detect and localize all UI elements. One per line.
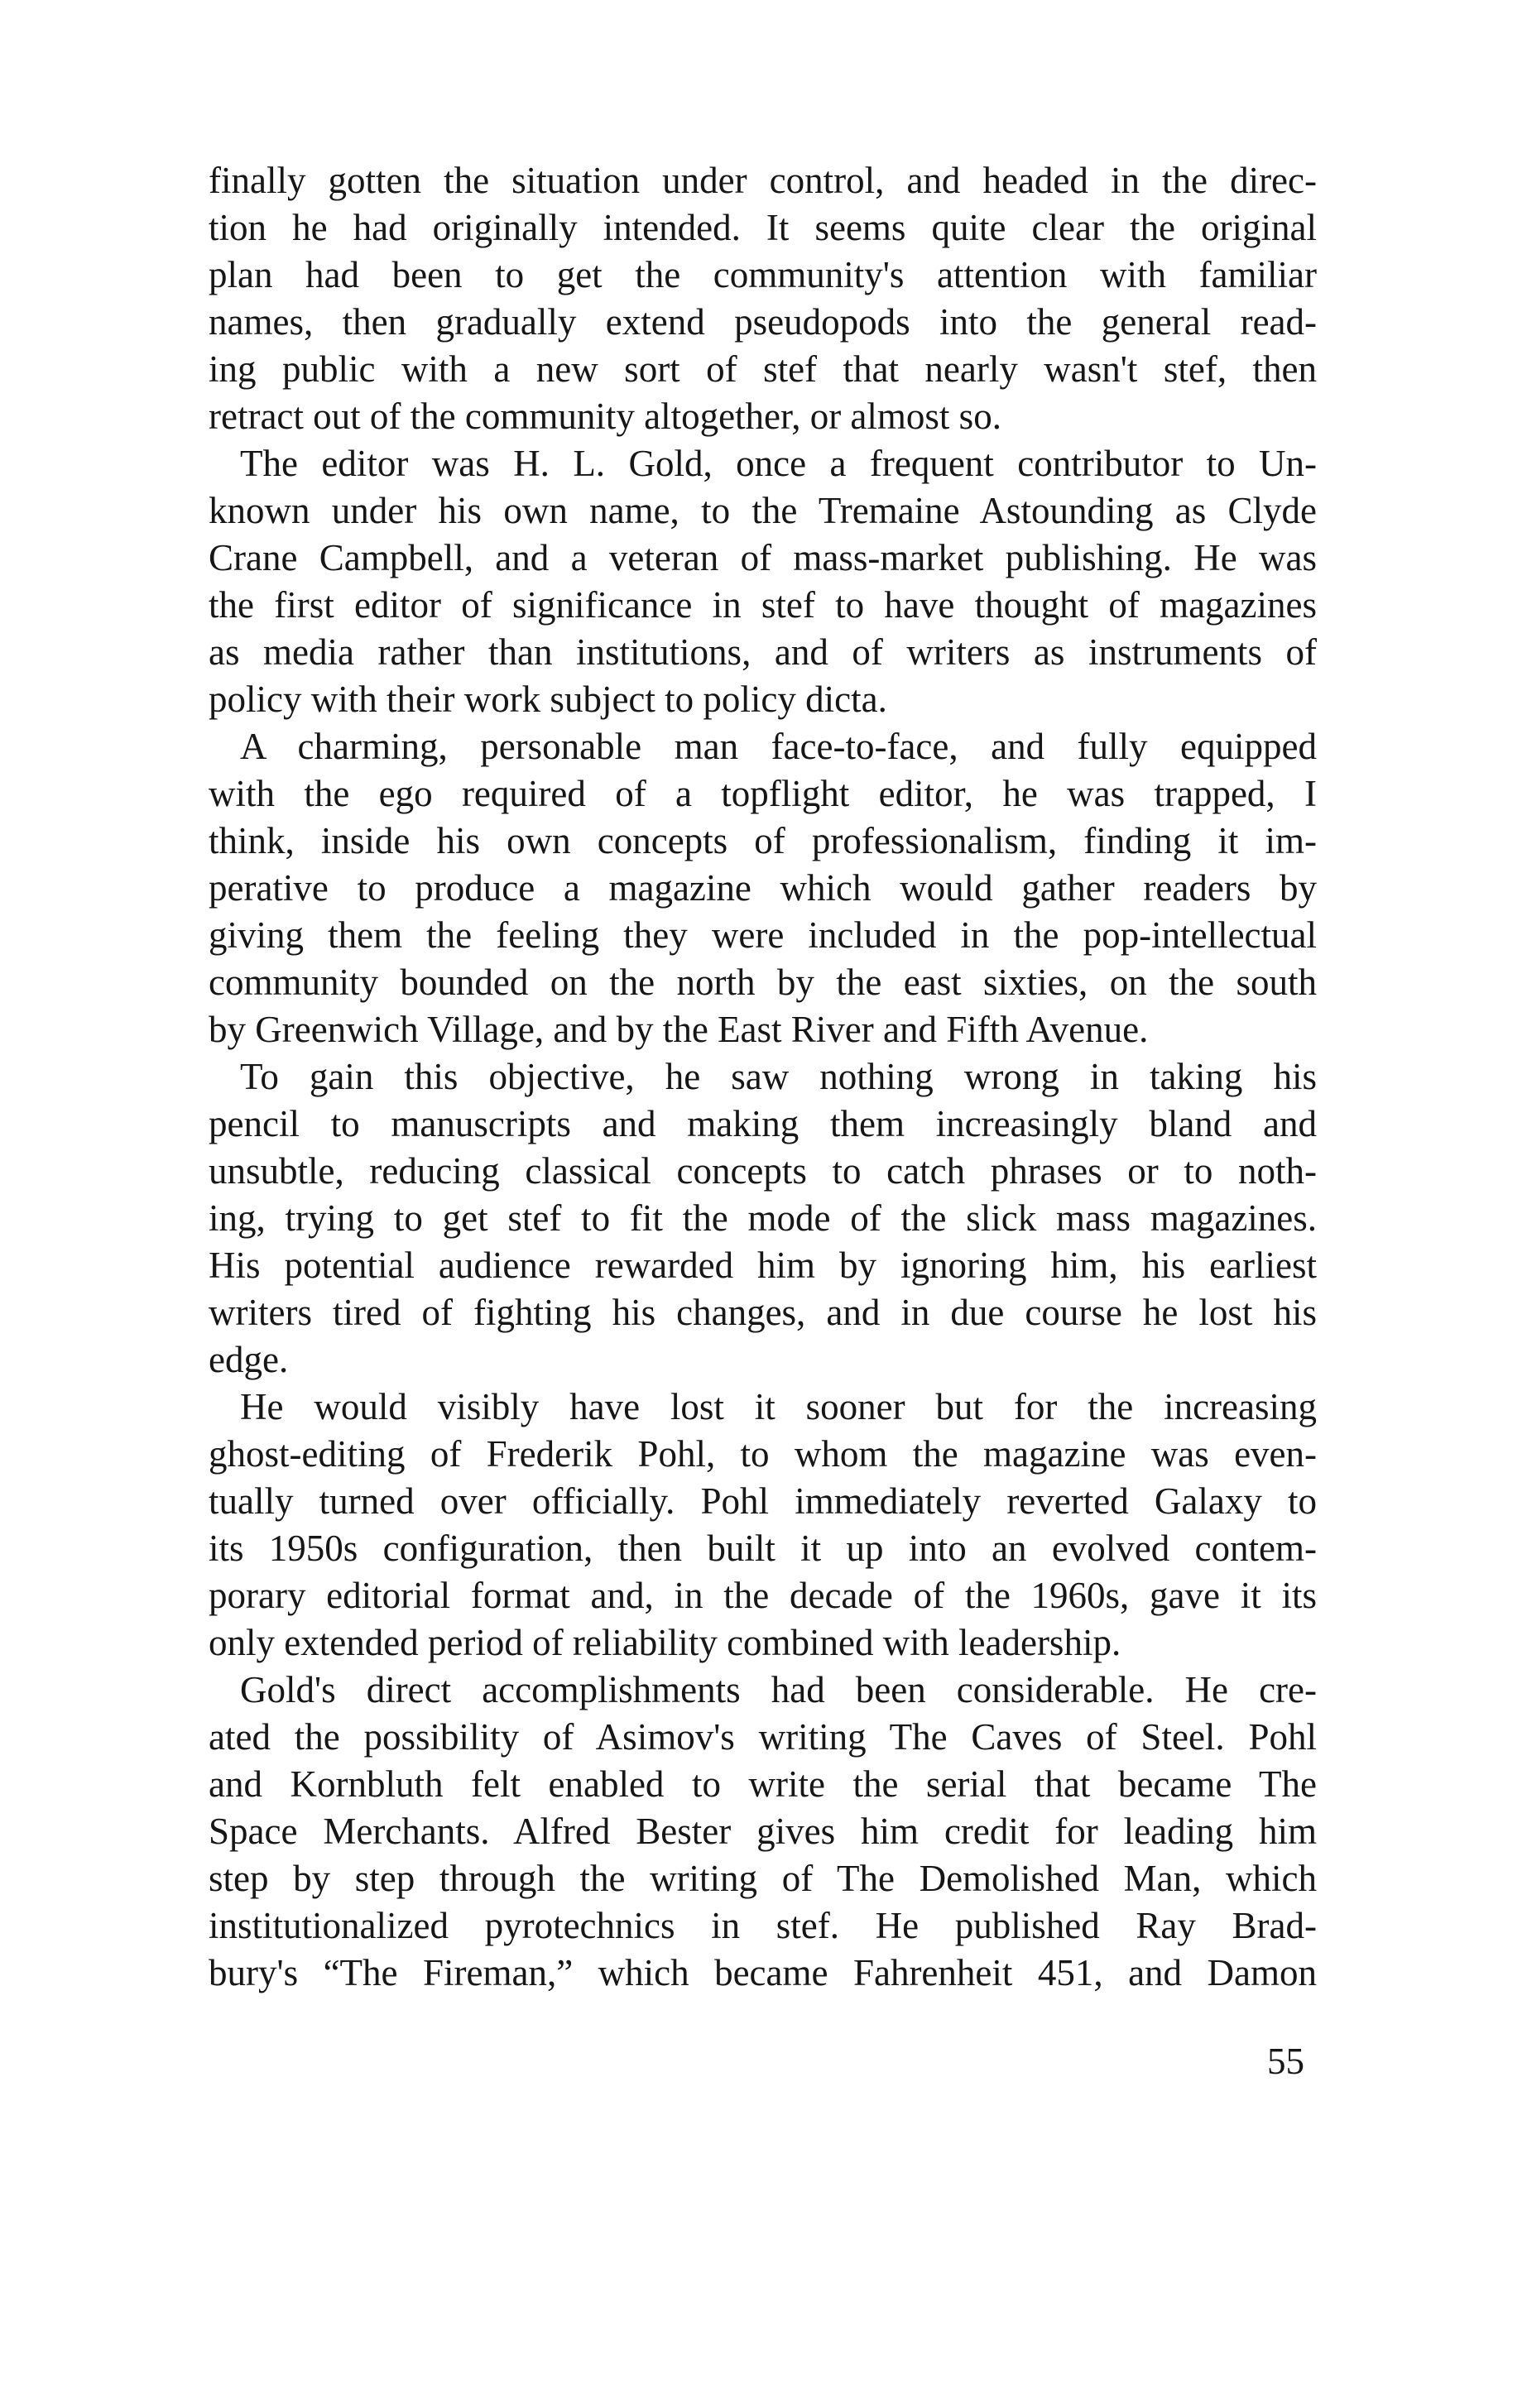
text-line: bury's “The Fireman,” which became Fahrenheit 451, and Damon xyxy=(209,1952,1317,1993)
text-line: known under his own name, to the Tremaine Astounding as Clyde xyxy=(209,490,1317,531)
text-line: perative to produce a magazine which would gather readers by xyxy=(209,867,1317,909)
text-line: step by step through the writing of The Demolished Man, which xyxy=(209,1858,1317,1899)
text-line: the first editor of significance in stef to have thought of magazines xyxy=(209,584,1317,626)
text-line: Gold's direct accomplishments had been considerable. He cre- xyxy=(240,1669,1317,1710)
text-line: A charming, personable man face-to-face, and fully equipped xyxy=(240,726,1317,767)
text-line: Crane Campbell, and a veteran of mass-market publishing. He was xyxy=(209,537,1317,578)
text-line: edge. xyxy=(209,1339,289,1380)
text-line: community bounded on the north by the east sixties, on the south xyxy=(209,962,1317,1003)
text-line: unsubtle, reducing classical concepts to catch phrases or to noth- xyxy=(209,1150,1317,1192)
text-line: tion he had originally intended. It seems quite clear the original xyxy=(209,207,1317,248)
text-block xyxy=(209,157,1317,1997)
text-line: names, then gradually extend pseudopods into the general read- xyxy=(209,301,1317,343)
text-line: ghost-editing of Frederik Pohl, to whom the magazine was even- xyxy=(209,1433,1317,1475)
text-line: ated the possibility of Asimov's writing The Caves of Steel. Pohl xyxy=(209,1716,1317,1758)
text-line: Space Merchants. Alfred Bester gives him credit for leading him xyxy=(209,1811,1317,1852)
text-line: institutionalized pyrotechnics in stef. He published Ray Brad- xyxy=(209,1905,1317,1946)
text-line: think, inside his own concepts of professionalism, finding it im- xyxy=(209,820,1317,861)
text-line: His potential audience rewarded him by ignoring him, his earliest xyxy=(209,1245,1317,1286)
text-line: with the ego required of a topflight editor, he was trapped, I xyxy=(209,773,1317,814)
text-line: He would visibly have lost it sooner but for the increasing xyxy=(240,1386,1317,1427)
text-line: porary editorial format and, in the decade of the 1960s, gave it its xyxy=(209,1575,1317,1616)
text-line: only extended period of reliability combined with leadership. xyxy=(209,1622,1121,1663)
text-line: retract out of the community altogether, or almost so. xyxy=(209,396,1001,437)
text-line: pencil to manuscripts and making them increasingly bland and xyxy=(209,1103,1317,1144)
text-line: and Kornbluth felt enabled to write the serial that became The xyxy=(209,1763,1317,1805)
text-line: its 1950s configuration, then built it up into an evolved contem- xyxy=(209,1528,1317,1569)
text-line: writers tired of fighting his changes, and in due course he lost his xyxy=(209,1292,1317,1333)
text-line: The editor was H. L. Gold, once a frequent contributor to Un- xyxy=(240,443,1317,484)
text-line: as media rather than institutions, and of writers as instruments of xyxy=(209,631,1317,673)
text-line: giving them the feeling they were included in the pop-intellectual xyxy=(209,914,1317,956)
text-line: plan had been to get the community's attention with familiar xyxy=(209,254,1317,295)
page-number: 55 xyxy=(1267,2041,1304,2082)
text-line: tually turned over officially. Pohl immediately reverted Galaxy to xyxy=(209,1480,1317,1522)
text-line: policy with their work subject to policy dicta. xyxy=(209,679,887,720)
text-line: ing public with a new sort of stef that nearly wasn't stef, then xyxy=(209,348,1317,390)
text-line: To gain this objective, he saw nothing wrong in taking his xyxy=(240,1056,1317,1097)
text-line: finally gotten the situation under control, and headed in the direc- xyxy=(209,160,1317,201)
text-line: ing, trying to get stef to fit the mode of the slick mass magazines. xyxy=(209,1197,1317,1239)
text-line: by Greenwich Village, and by the East River and Fifth Avenue. xyxy=(209,1009,1149,1050)
